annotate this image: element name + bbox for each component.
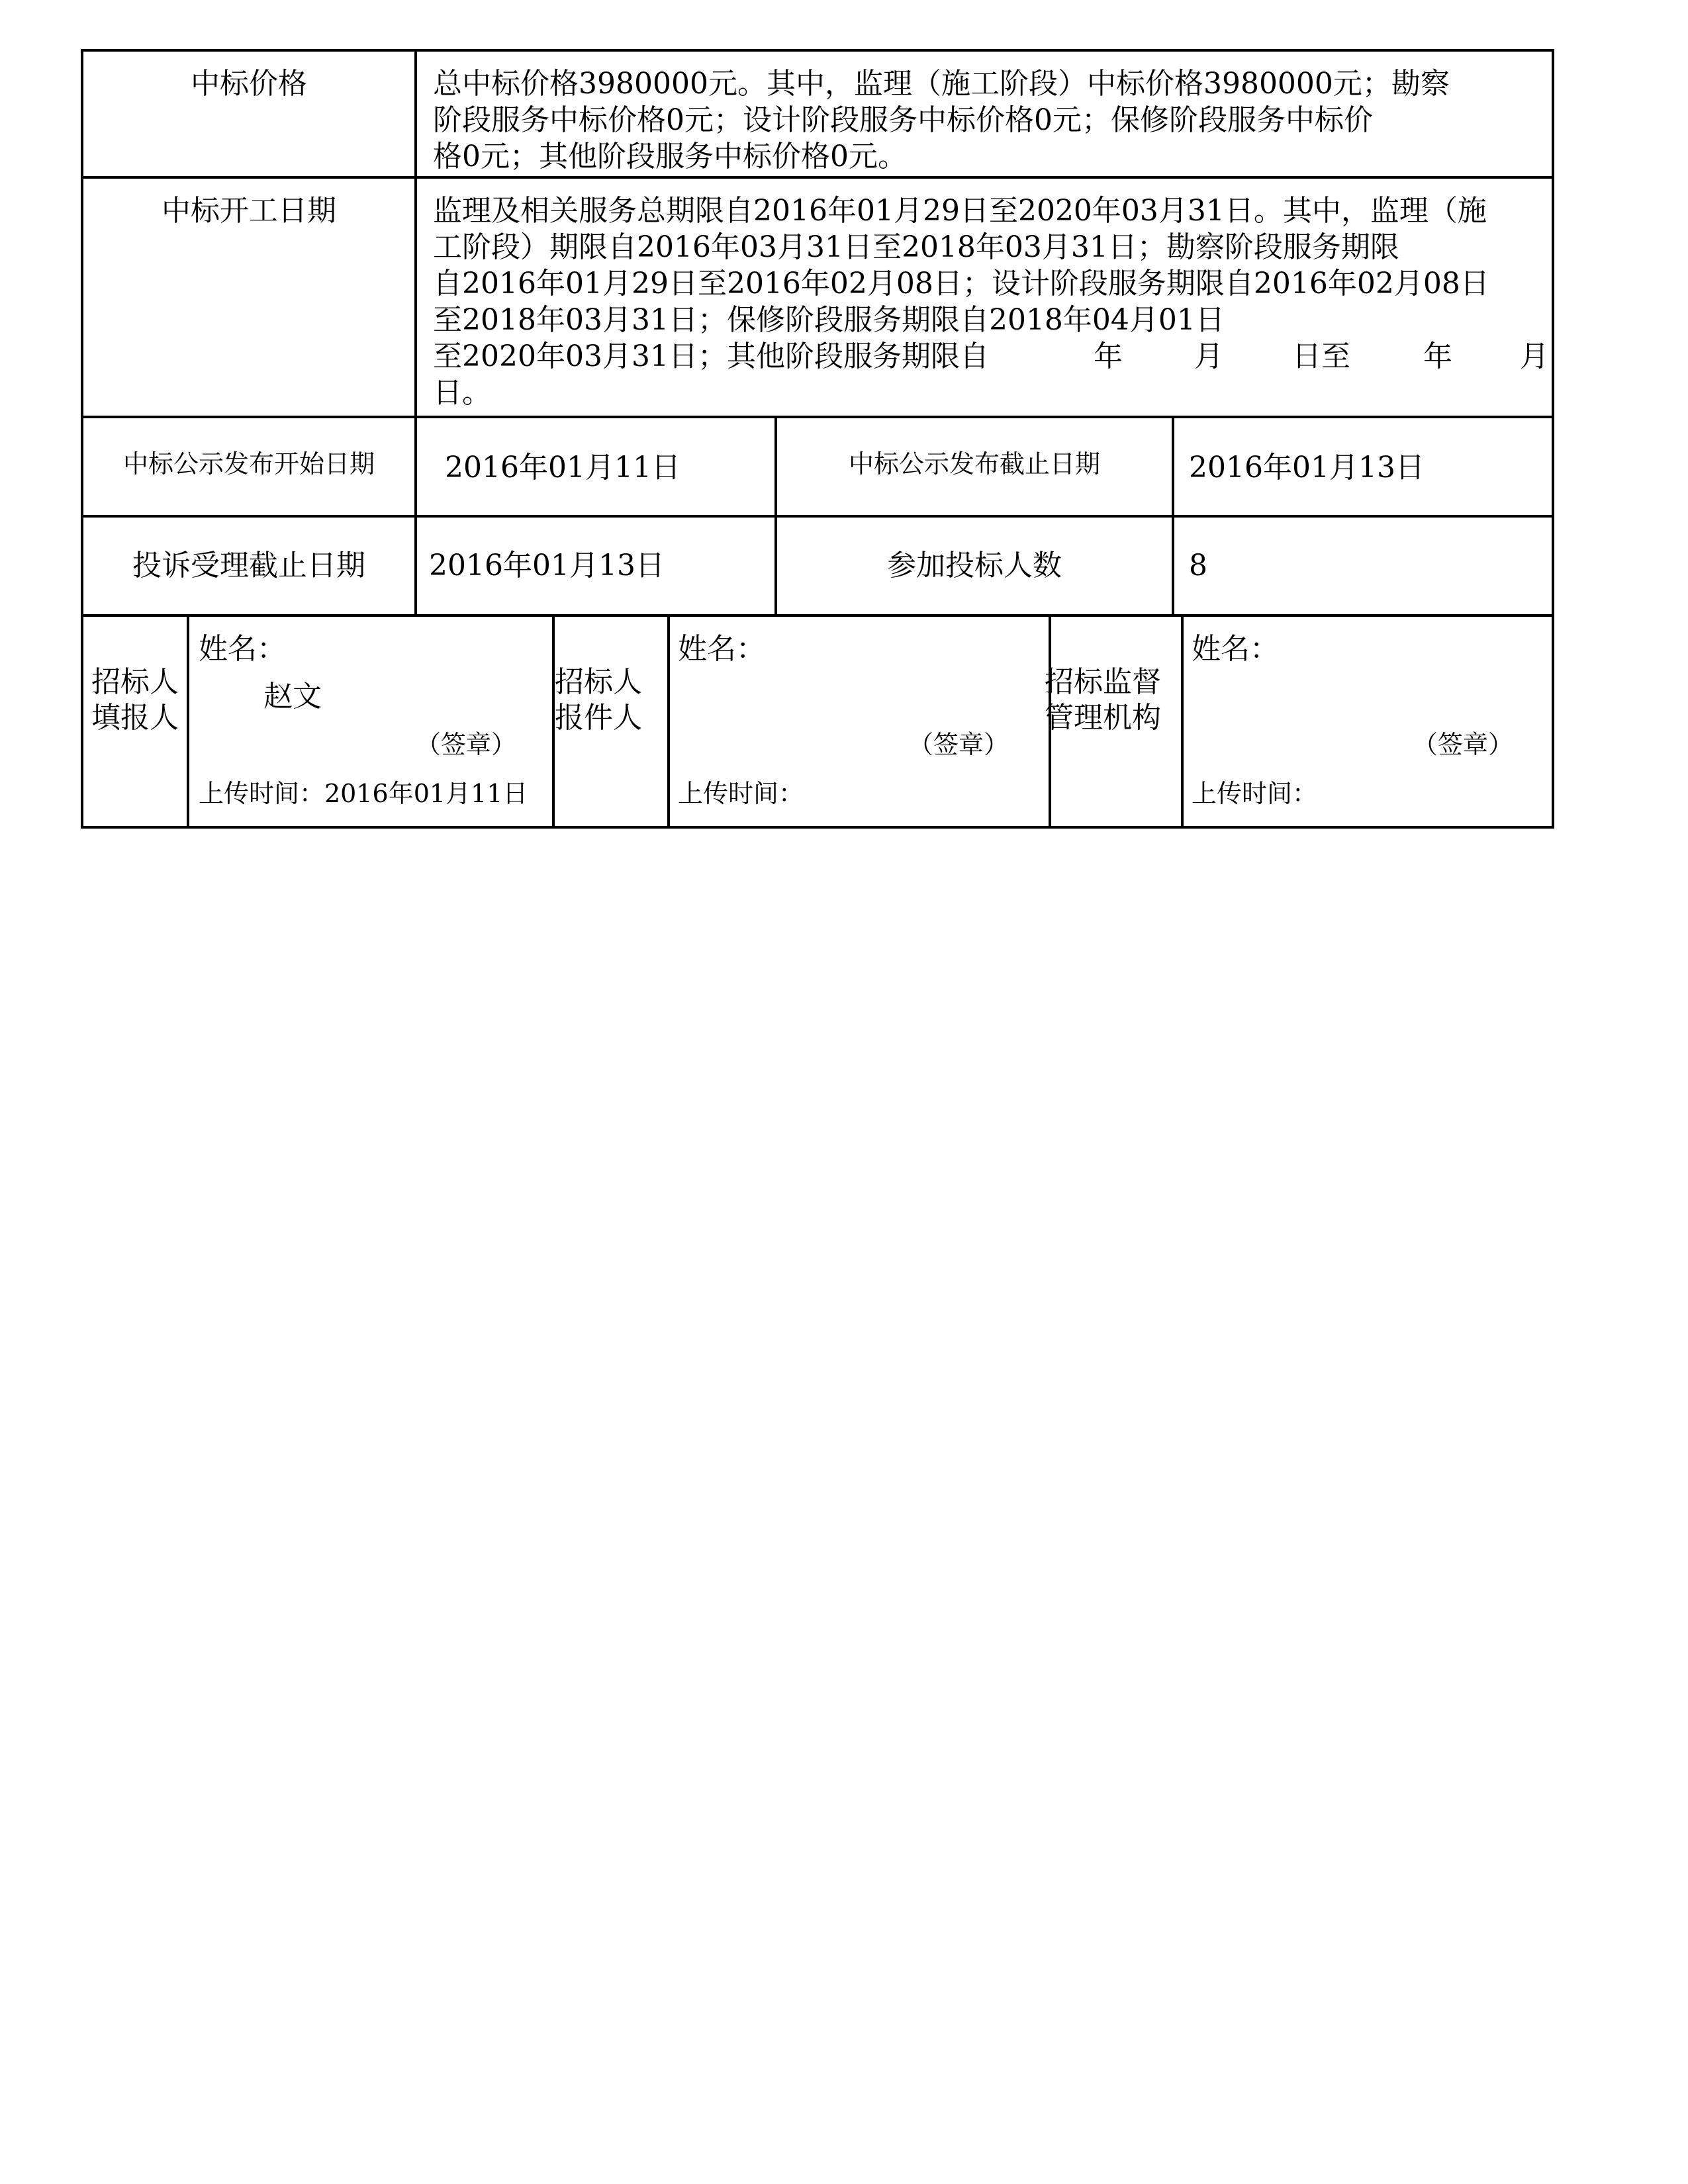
filler-name-value: 赵文 xyxy=(263,680,322,713)
blank-year: 年 xyxy=(1423,340,1452,373)
filler-seal: （签章） xyxy=(416,730,517,759)
col-divider xyxy=(187,614,189,829)
submitter-label: 报件人 xyxy=(555,701,642,735)
publicity-end-value: 2016年01月13日 xyxy=(1189,451,1425,484)
col-divider xyxy=(1172,416,1174,615)
price-line: 格0元；其他阶段服务中标价格0元。 xyxy=(433,140,907,173)
period-line: 工阶段）期限自2016年03月31日至2018年03月31日；勘察阶段服务期限 xyxy=(433,230,1399,264)
supervisor-name-label: 姓名： xyxy=(1192,632,1279,666)
complaint-deadline-value: 2016年01月13日 xyxy=(429,549,665,582)
blank-month: 月 xyxy=(1194,340,1223,373)
col-divider xyxy=(774,416,777,615)
submitter-label: 招标人 xyxy=(555,665,642,699)
price-line: 总中标价格3980000元。其中，监理（施工阶段）中标价格3980000元；勘察 xyxy=(433,67,1450,101)
publicity-start-label: 中标公示发布开始日期 xyxy=(122,449,375,478)
bidder-count-value: 8 xyxy=(1189,549,1207,582)
bidder-count-label: 参加投标人数 xyxy=(887,549,1062,582)
supervisor-label: 管理机构 xyxy=(1045,701,1161,735)
filler-label: 招标人 xyxy=(91,665,179,699)
period-line: 监理及相关服务总期限自2016年01月29日至2020年03月31日。其中，监理（施 xyxy=(433,194,1487,228)
publicity-end-label: 中标公示发布截止日期 xyxy=(848,449,1100,478)
row-divider xyxy=(81,176,1554,179)
period-line: 至2018年03月31日；保修阶段服务期限自2018年04月01日 xyxy=(433,303,1225,337)
price-line: 阶段服务中标价格0元；设计阶段服务中标价格0元；保修阶段服务中标价 xyxy=(433,103,1373,137)
blank-month: 月 xyxy=(1520,340,1549,373)
start-date-label: 中标开工日期 xyxy=(162,194,336,228)
blank-day-to: 日至 xyxy=(1292,340,1350,373)
supervisor-seal: （签章） xyxy=(1413,730,1514,759)
period-line: 至2020年03月31日；其他阶段服务期限自 xyxy=(433,340,989,373)
col-divider xyxy=(667,614,670,829)
publicity-start-value: 2016年01月11日 xyxy=(445,451,680,484)
filler-upload-time: 上传时间：2016年01月11日 xyxy=(199,779,528,808)
col-divider xyxy=(414,49,417,615)
complaint-deadline-label: 投诉受理截止日期 xyxy=(132,549,365,582)
submitter-name-label: 姓名： xyxy=(678,632,765,666)
blank-year: 年 xyxy=(1094,340,1123,373)
period-line: 日。 xyxy=(433,376,491,410)
row-divider xyxy=(81,416,1554,418)
submitter-upload-time: 上传时间： xyxy=(678,779,804,808)
period-line: 自2016年01月29日至2016年02月08日；设计阶段服务期限自2016年02月08日 xyxy=(433,267,1489,300)
supervisor-upload-time: 上传时间： xyxy=(1192,779,1318,808)
filler-label: 填报人 xyxy=(91,701,179,735)
filler-name-label: 姓名： xyxy=(199,632,286,666)
row-divider xyxy=(81,614,1554,617)
submitter-seal: （签章） xyxy=(908,730,1009,759)
col-divider xyxy=(1181,614,1184,829)
price-label: 中标价格 xyxy=(191,67,307,101)
row-divider xyxy=(81,515,1554,518)
supervisor-label: 招标监督 xyxy=(1045,665,1161,699)
